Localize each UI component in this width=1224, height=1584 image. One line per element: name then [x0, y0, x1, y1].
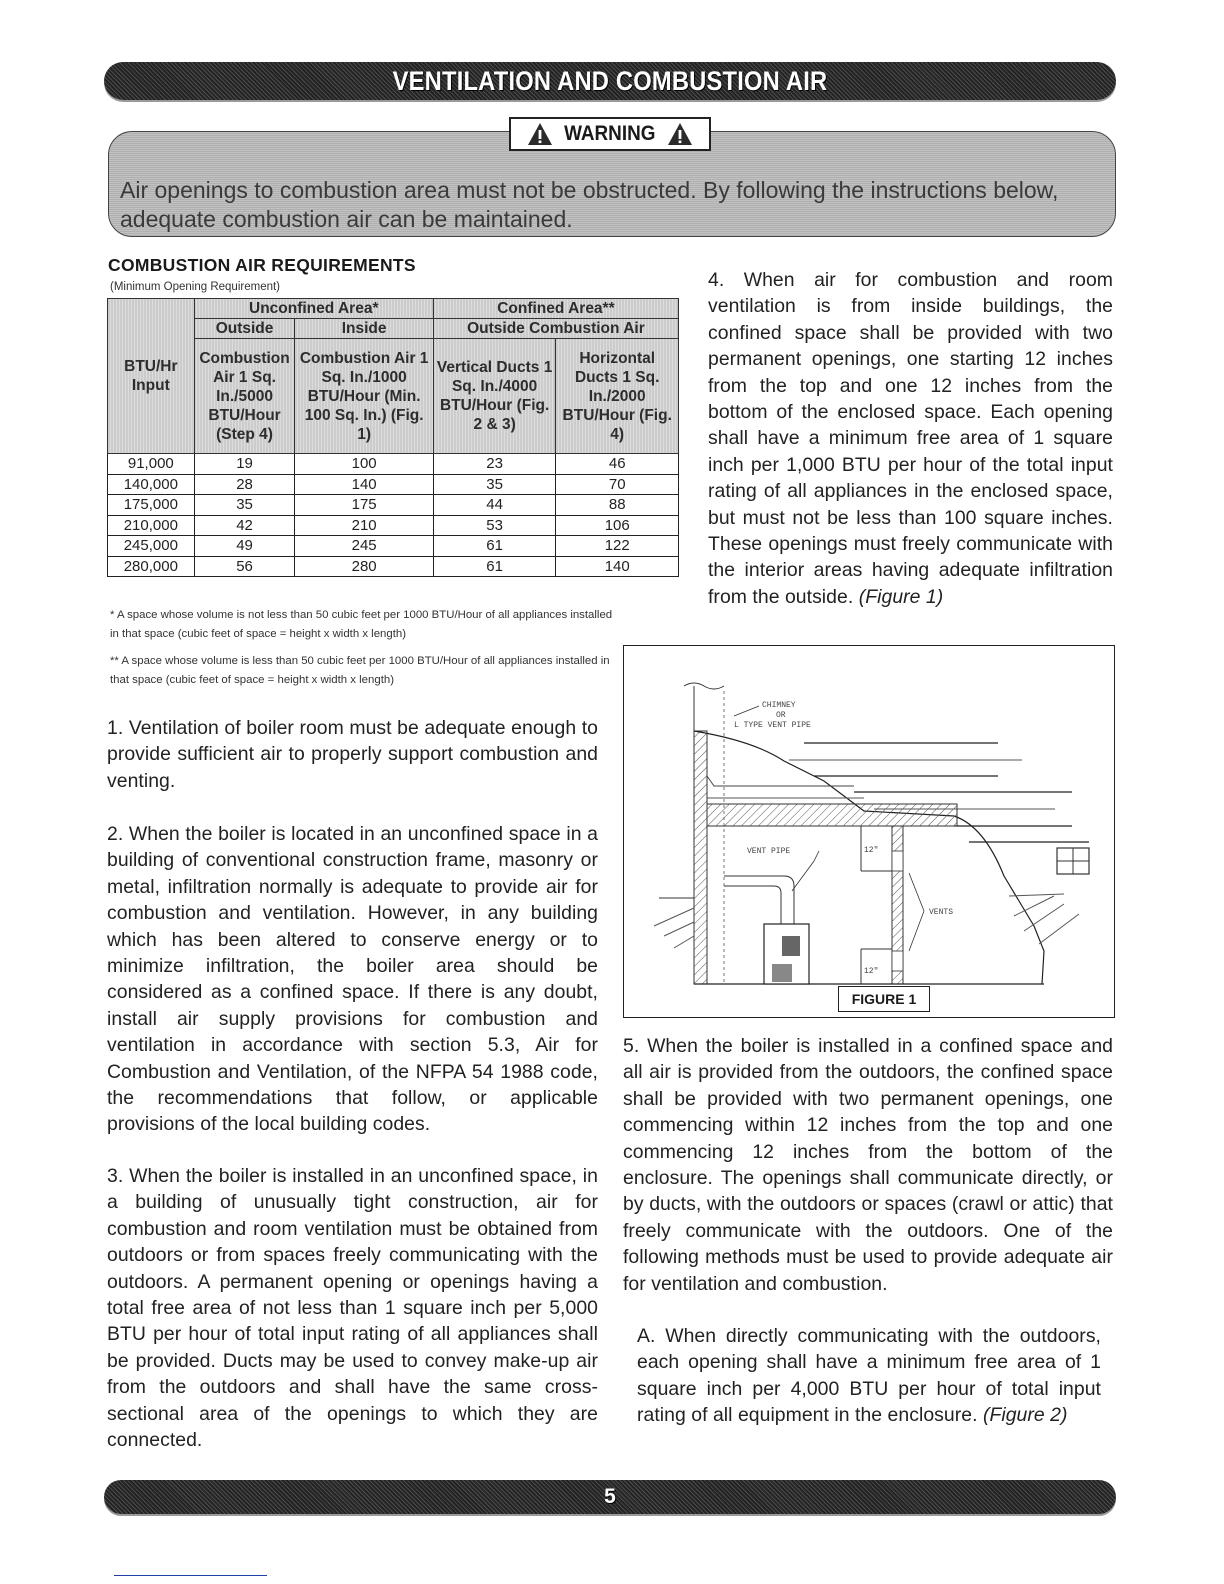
table-row	[108, 515, 679, 536]
table-cell: 210,000	[108, 515, 195, 536]
table-cell: 140	[556, 556, 679, 577]
table-cell: 23	[433, 454, 556, 475]
table-cell: 61	[433, 536, 556, 557]
table-cell: 175,000	[108, 495, 195, 516]
table-cell: 122	[556, 536, 679, 557]
footnote-confined: ** A space whose volume is less than 50 cubic feet per 1000 BTU/Hour of all appliances installed in that space (cubic feet of space = height x width x length)	[110, 655, 610, 686]
table-cell: 44	[433, 495, 556, 516]
table-cell: 35	[433, 474, 556, 495]
table-cell: 61	[433, 556, 556, 577]
header-unconfined-area: Unconfined Area*	[194, 299, 433, 319]
table-cell: 245,000	[108, 536, 195, 557]
label-dimension-bottom: 12"	[864, 967, 879, 976]
table-cell: 210	[295, 515, 433, 536]
warning-label-text: WARNING	[564, 122, 656, 145]
warning-label	[509, 117, 711, 151]
warning-triangle-icon	[527, 122, 553, 146]
label-chimney: CHIMNEY	[762, 701, 796, 710]
footnote-unconfined: * A space whose volume is not less than 50 cubic feet per 1000 BTU/Hour of all appliances installed in that space (cubic feet of space = height x width x length)	[110, 609, 613, 640]
table-cell: 53	[433, 515, 556, 536]
figure-1-reference: (Figure 1)	[858, 585, 944, 608]
table-cell: 49	[194, 536, 295, 557]
table-cell: 100	[295, 454, 433, 475]
table-row	[108, 454, 679, 475]
table-cell: 42	[194, 515, 295, 536]
figure-caption: FIGURE 1	[838, 986, 930, 1012]
table-row	[108, 536, 679, 557]
table-cell: 46	[556, 454, 679, 475]
table-cell: 28	[194, 474, 295, 495]
table-cell: 19	[194, 454, 295, 475]
figure-2-reference: (Figure 2)	[982, 1404, 1068, 1427]
header-col-combustion-1000: Combustion Air 1 Sq. In./1000 BTU/Hour (Min. 100 Sq. In.) (Fig. 1)	[295, 339, 433, 454]
warning-triangle-icon	[667, 122, 693, 146]
section-heading: COMBUSTION AIR REQUIREMENTS	[108, 255, 416, 275]
paragraph-5: 5. When the boiler is installed in a confined space and all air is provided from the outdoors, the confined space shall be provided with two permanent openings, one commencing within 12 inches from the top and one commencing 12 inches from the bottom of the enclosure. The openings shall communicate directly, or by ducts, with the outdoors or spaces (crawl or attic) that freely communicate with the outdoors. One of the following methods must be used to provide adequate air for ventilation and combustion.	[623, 1035, 1113, 1295]
label-dimension-top: 12"	[864, 846, 879, 855]
section-subheading: (Minimum Opening Requirement)	[110, 281, 281, 293]
paragraph-a-text: A. When directly communicating with the outdoors, each opening shall have a minimum free area of 1 square inch per 4,000 BTU per hour of total input rating of all equipment in the enclosure.	[637, 1325, 1101, 1427]
paragraph-4	[708, 267, 1113, 610]
label-l-type-vent-pipe: L TYPE VENT PIPE	[734, 721, 811, 730]
table-cell: 70	[556, 474, 679, 495]
table-cell: 56	[194, 556, 295, 577]
header-outside-combustion-air: Outside Combustion Air	[433, 319, 678, 339]
table-cell: 106	[556, 515, 679, 536]
table-cell: 140,000	[108, 474, 195, 495]
label-or: OR	[776, 711, 786, 720]
header-col-horizontal-ducts: Horizontal Ducts 1 Sq. In./2000 BTU/Hour (Fig. 4)	[556, 339, 679, 454]
boiler-room-ventilation-diagram	[624, 646, 1114, 1017]
label-vents: VENTS	[929, 908, 954, 917]
link-underline	[114, 1575, 267, 1576]
paragraph-3: 3. When the boiler is installed in an unconfined space, in a building of unusually tight construction, air for combustion and room ventilation must be obtained from outdoors or from spaces freely communicating with the outdoors. A permanent opening or openings having a total free area of not less than 1 square inch per 5,000 BTU per hour of total input rating of all appliances shall be provided. Ducts may be used to convey make-up air from the outdoors and shall have the same cross-sectional area of the openings to which they are connected.	[107, 1165, 598, 1452]
table-cell: 35	[194, 495, 295, 516]
header-inside: Inside	[295, 319, 433, 339]
header-btu-input: BTU/Hr Input	[108, 299, 195, 454]
header-outside: Outside	[194, 319, 295, 339]
table-row	[108, 495, 679, 516]
table-cell: 88	[556, 495, 679, 516]
figure-1	[623, 645, 1115, 1018]
page-title-bar	[104, 62, 1116, 100]
table-cell: 280	[295, 556, 433, 577]
table-cell: 280,000	[108, 556, 195, 577]
paragraph-a	[637, 1323, 1101, 1429]
header-col-vertical-ducts: Vertical Ducts 1 Sq. In./4000 BTU/Hour (Fig. 2 & 3)	[433, 339, 556, 454]
table-cell: 91,000	[108, 454, 195, 475]
page-footer-bar	[104, 1480, 1116, 1514]
table-row	[108, 474, 679, 495]
table-cell: 245	[295, 536, 433, 557]
paragraph-2: 2. When the boiler is located in an unconfined space in a building of conventional construction frame, masonry or metal, infiltration normally is adequate to provide air for combustion and ventilation. However, in any building which has been altered to conserve energy or to minimize infiltration, the boiler area should be considered as a confined space. If there is any doubt, install air supply provisions for combustion and ventilation in accordance with section 5.3, Air for Combustion and Ventilation, of the NFPA 54 1988 code, the recommendations that follow, or applicable provisions of the local building codes.	[107, 823, 598, 1136]
page-title: VENTILATION AND COMBUSTION AIR	[392, 65, 828, 96]
label-vent-pipe: VENT PIPE	[747, 847, 791, 856]
page-number: 5	[604, 1485, 616, 1508]
table-row	[108, 556, 679, 577]
header-confined-area: Confined Area**	[433, 299, 678, 319]
combustion-air-table	[107, 298, 679, 577]
table-cell: 175	[295, 495, 433, 516]
table-cell: 140	[295, 474, 433, 495]
paragraph-4-text: 4. When air for combustion and room ventilation is from inside buildings, the confined space shall be provided with two permanent openings, one starting 12 inches from the top and one 12 inches from the bottom of the enclosed space. Each opening shall have a minimum free area of 1 square inch per 1,000 BTU per hour of the total input rating of all appliances in the enclosed space, but must not be less than 100 square inches. These openings must freely communicate with the interior areas having adequate infiltration from the outside.	[708, 269, 1113, 608]
warning-text: Air openings to combustion area must not be obstructed. By following the instructions below, adequate combustion air can be maintained.	[120, 177, 1059, 232]
paragraph-1: 1. Ventilation of boiler room must be adequate enough to provide sufficient air to properly support combustion and venting.	[107, 717, 598, 792]
header-col-combustion-5000: Combustion Air 1 Sq. In./5000 BTU/Hour (Step 4)	[194, 339, 295, 454]
